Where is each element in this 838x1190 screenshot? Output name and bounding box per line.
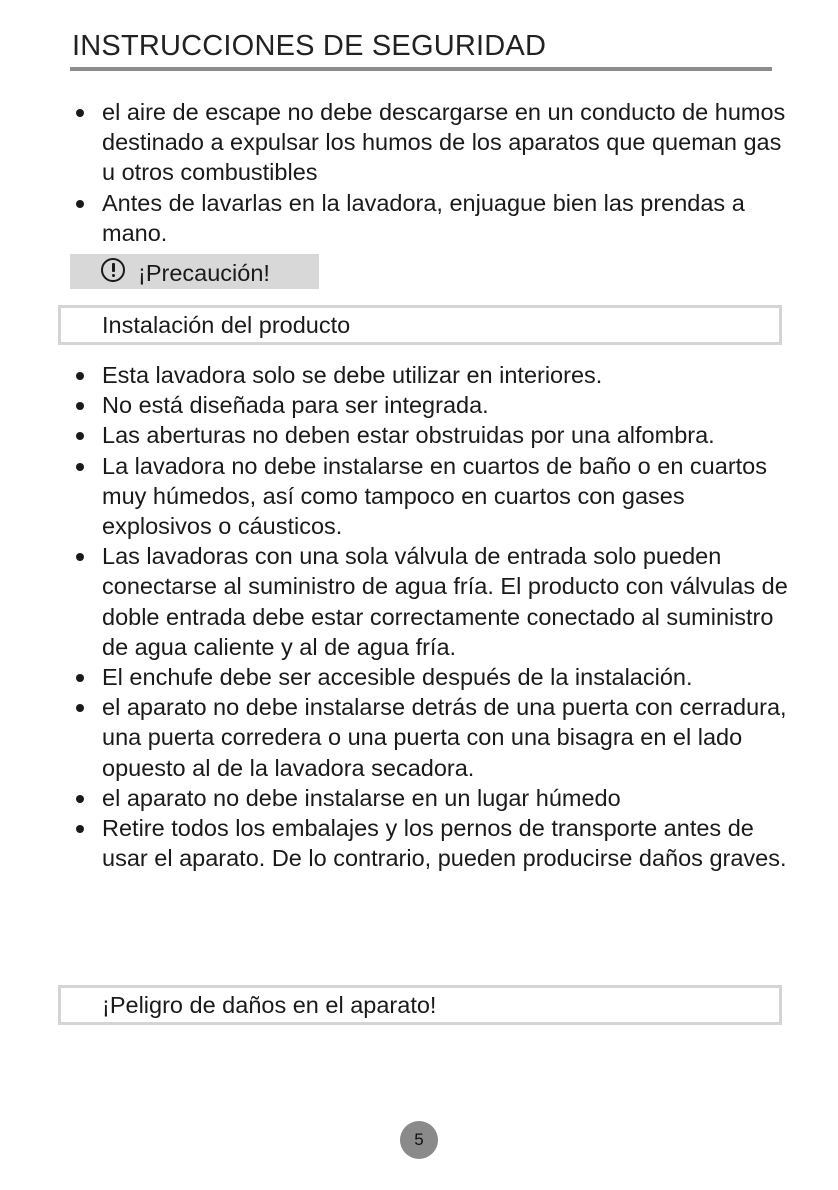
- intro-bullet-list: [0, 97, 838, 248]
- list-item: [0, 188, 838, 248]
- page-title: INSTRUCCIONES DE SEGURIDAD: [72, 30, 547, 62]
- bullet-icon: [76, 109, 84, 117]
- caution-label: ¡Precaución!: [138, 260, 270, 286]
- list-item: [0, 813, 838, 873]
- list-item-text: el aparato no debe instalarse en un lugar húmedo: [102, 784, 621, 811]
- bullet-icon: [76, 432, 84, 440]
- list-item: [0, 783, 838, 813]
- list-item: [0, 662, 838, 692]
- list-item-text: Las lavadoras con una sola válvula de entrada solo pueden conectarse al suministro de agua fría. El producto con válvulas de doble entrada debe estar correctamente conectado al suministro de agua caliente y al de agua fría.: [102, 543, 788, 660]
- installation-bullet-list: [0, 360, 838, 873]
- bullet-icon: [76, 795, 84, 803]
- bullet-icon: [76, 372, 84, 380]
- list-item-text: Antes de lavarlas en la lavadora, enjuague bien las prendas a mano.: [102, 189, 745, 246]
- list-item: [0, 97, 838, 188]
- list-item: [0, 390, 838, 420]
- list-item: [0, 420, 838, 450]
- page-number: 5: [400, 1121, 438, 1159]
- bullet-icon: [76, 674, 84, 682]
- title-divider: [70, 67, 772, 71]
- list-item-text: Retire todos los embalajes y los pernos de transporte antes de usar el aparato. De lo contrario, pueden producirse daños graves.: [102, 815, 787, 872]
- list-item-text: Las aberturas no deben estar obstruidas por una alfombra.: [102, 422, 715, 449]
- bullet-icon: [76, 825, 84, 833]
- bullet-icon: [76, 553, 84, 561]
- list-item: [0, 451, 838, 542]
- list-item-text: el aparato no debe instalarse detrás de una puerta con cerradura, una puerta corredera o una puerta con una bisagra en el lado opuesto al de la lavadora secadora.: [102, 694, 787, 781]
- section-heading-danger: [58, 985, 782, 1025]
- list-item-text: No está diseñada para ser integrada.: [102, 392, 489, 419]
- bullet-icon: [76, 463, 84, 471]
- bullet-icon: [76, 200, 84, 208]
- section-heading-text: ¡Peligro de daños en el aparato!: [102, 992, 437, 1018]
- section-heading-installation: [58, 305, 782, 345]
- list-item-text: La lavadora no debe instalarse en cuartos de baño o en cuartos muy húmedos, así como tampoco en cuartos con gases explosivos o cáusticos.: [102, 452, 767, 540]
- section-heading-text: Instalación del producto: [102, 312, 351, 338]
- bullet-icon: [76, 402, 84, 410]
- bullet-icon: [76, 704, 84, 712]
- list-item-text: El enchufe debe ser accesible después de la instalación.: [102, 664, 693, 691]
- list-item-text: Esta lavadora solo se debe utilizar en interiores.: [102, 362, 603, 388]
- list-item: [0, 541, 838, 662]
- list-item: [0, 360, 838, 390]
- list-item: [0, 692, 838, 783]
- exclamation-circle-icon: [101, 258, 125, 282]
- caution-banner: [70, 254, 319, 289]
- list-item-text: el aire de escape no debe descargarse en un conducto de humos destinado a expulsar los humos de los aparatos que queman gas u otros combustibles: [102, 99, 786, 186]
